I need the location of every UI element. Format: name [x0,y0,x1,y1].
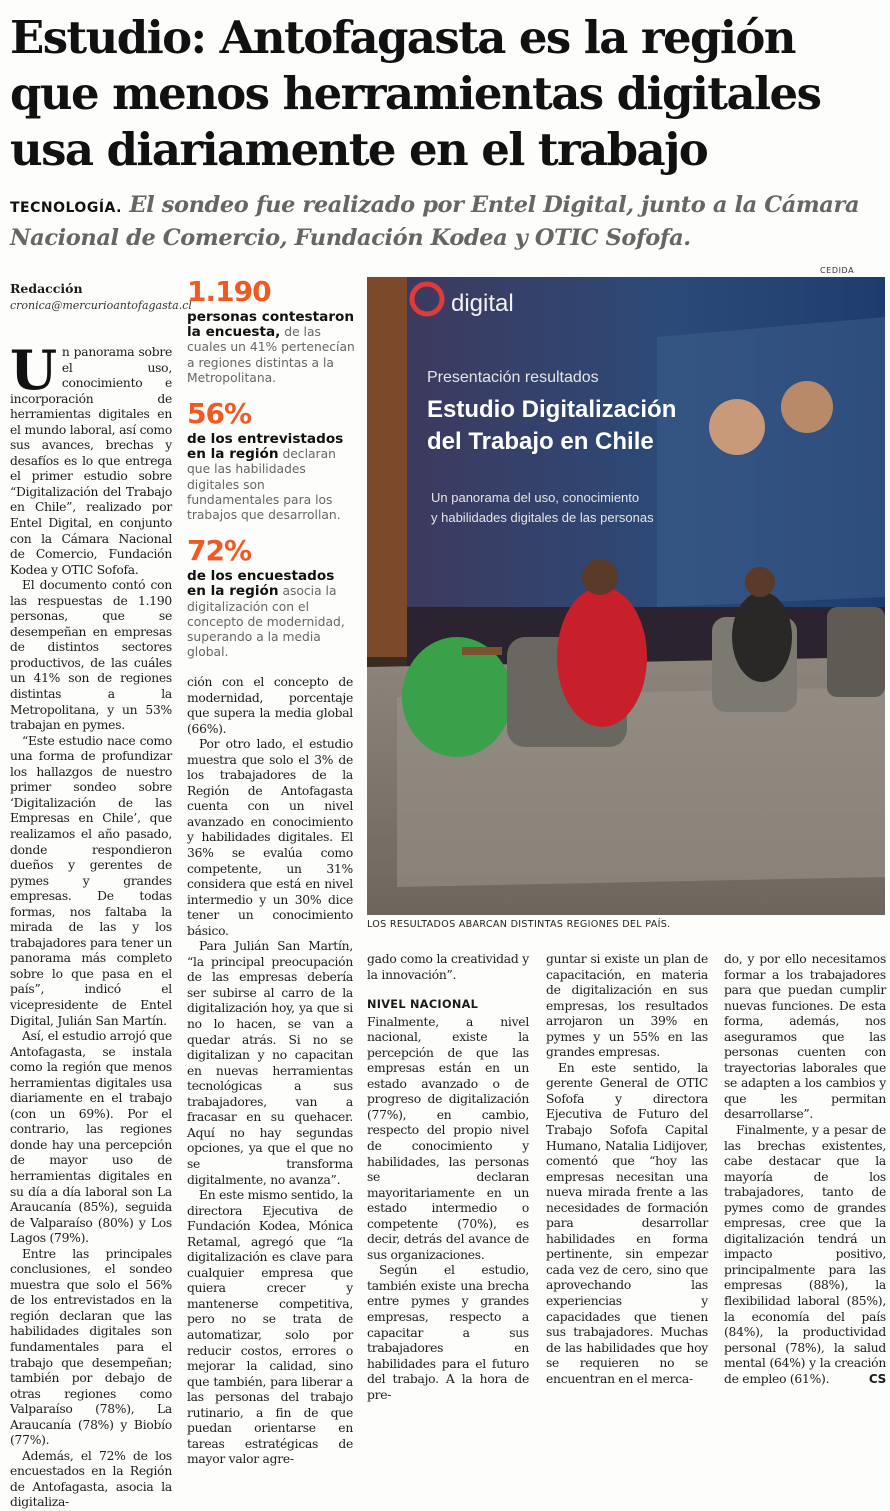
author-email: cronica@mercurioantofagasta.cl [10,299,192,312]
body-column-3 [367,952,529,1403]
stat-description: de los entrevistados en la región declaran que las habilidades digitales son fundamentales para los trabajos que desarrollan. [187,431,344,523]
body-paragraph: gado como la creatividad y la innovación”. [367,952,529,982]
section-kicker: TECNOLOGÍA. [10,200,122,216]
stat-number: 56% [187,397,252,431]
photo-credit: CEDIDA [820,266,855,275]
body-paragraph: En este sentido, la gerente General de OTIC Sofofa y directora Ejecutiva de Futuro del Trabajo Sofofa Capital Humano, Natalia Lidijover, comentó que “hoy las empresas necesitan una nueva mirada frente a las necesidades de formación para desarrollar habilidades en forma pertinente, sin empezar cada vez de cero, sino que aprovechando las experiencias y capacidades que tienen sus trabajadores. Muchas de las habilidades que hoy se requieren no se encuentran en el merca- [546,1060,708,1386]
body-paragraph: “Este estudio nace como una forma de profundizar los hallazgos de nuestro primer sondeo sobre ‘Digitalización de las Empresas en Chile’, que realizamos el año pasado, donde respondieron dueños y gerentes de pymes y grandes empresas. De todas formas, nos faltaba la mirada de las y los trabajadores para tener un panorama más completo sobre lo que pasa en el país”, indicó el vicepresidente de Entel Digital, Julián San Martín. [10,733,173,1028]
body-column-2 [187,675,353,1468]
stat-description: personas contestaron la encuesta, de las cuales un 41% pertenecían a regiones distintas a la Metropolitana. [187,309,355,385]
photo-caption: LOS RESULTADOS ABARCAN DISTINTAS REGIONES DEL PAÍS. [367,919,671,930]
body-column-5 [724,952,886,1387]
body-paragraph: Además, el 72% de los encuestados en la Región de Antofagasta, asocia la digitaliza- [10,1448,172,1510]
body-paragraph: Para Julián San Martín, “la principal preocupación de las empresas debería ser subirse al carro de la digitalización hoy, ya que si no lo hacen, se van a quedar atrás. Si no se digitalizan y no capacitan en nuevas herramientas tecnológicas a sus trabajadores, van a fracasar en su quehacer. Aquí no hay segundas opciones, ya que el que no se transforma digitalmente, no avanza”. [187,939,353,1187]
body-paragraph: ción con el concepto de modernidad, porcentaje que supera la media global (66%). [187,675,353,736]
screen-sub-2: y habilidades digitales de las personas [431,510,654,525]
stat-number: 72% [187,534,252,568]
screen-title-1: Estudio Digitalización [427,396,677,423]
armchair-3 [827,607,885,697]
stat-block [187,398,355,523]
body-paragraph: do, y por ello necesitamos formar a los trabajadores para que puedan cumplir nuevas funciones. De esta forma, además, nos aseguramos que las personas cuenten con trayectorias laborales que se adapten a los cambios y que les permitan desarrollarse”. [724,952,886,1122]
event-photo [367,277,885,915]
stat-number: 1.190 [187,275,271,308]
body-paragraph: Un panorama sobre el uso, conocimiento e incorporación de herramientas digitales en el mundo laboral, así como sus avances, brechas y desafíos es lo que entrega el primer estudio sobre “Digitalización del Trabajo en Chile”, realizado por Entel Digital, en conjunto con la Cámara Nacional de Comercio, Fundación Kodea y OTIC Sofofa. [10,338,172,577]
stats-sidebar [187,276,355,672]
body-paragraph: Por otro lado, el estudio muestra que solo el 3% de los trabajadores de la Región de Antofagasta cuenta con un nivel avanzado en conocimiento y habilidades digitales. El 36% se evalúa como competente, un 31% considera que está en nivel intermedio y un 30% dice tener un conocimiento básico. [187,737,353,938]
body-column-4 [546,952,708,1387]
screen-logo-text: digital [451,290,514,317]
lead-text: El sondeo fue realizado por Entel Digital, junto a la Cámara Nacional de Comercio, Fundación Kodea y OTIC Sofofa. [10,192,860,251]
body-paragraph: En este mismo sentido, la directora Ejecutiva de Fundación Kodea, Mónica Retamal, agregó que “la digitalización es clave para cualquier empresa que quiera crecer y mantenerse competitiva, pero no se trata de automatizar, solo por reducir costos, errores o mejorar la calidad, sino que también, para liberar a las personas del trabajo rutinario, a fin de que puedan orientarse en tareas estratégicas de mayor valor agre- [187,1188,353,1467]
end-mark: CS [868,1371,886,1386]
speaker-head [582,559,618,595]
body-paragraph: El documento contó con las respuestas de 1.190 personas, que se desempeñan en empresas de distintos sectores productivos, de las cuáles un 41% son de regiones distintas a la Metropolitana, y un 53% trabajan en pymes. [10,578,172,733]
screen-title-2: del Trabajo en Chile [427,428,654,455]
stage-illustration [367,277,885,915]
screen-face-2 [781,381,833,433]
speaker-red-dress [557,587,647,727]
body-paragraph: guntar si existe un plan de capacitación, en materia de digitalización en sus empresas, los resultados arrojaron un 39% en pymes y un 55% en las grandes empresas. [546,952,708,1060]
body-paragraph: Finalmente, a nivel nacional, existe la percepción de que las empresas están en un estado avanzado o de progreso de digitalización (77%), en cambio, respecto del propio nivel de conocimiento y habilidades, las personas se declaran mayoritariamente en un estado intermedio o competente (70%), es decir, detrás del avance de sus organizaciones. [367,1014,529,1262]
body-paragraph: Así, el estudio arrojó que Antofagasta, se instala como la región que menos herramientas digitales usa diariamente en el trabajo (con un 69%). Por el contrario, las regiones donde hay una percepción de mayor uso de herramientas digitales en su día a día laboral son La Araucanía (85%), seguida de Valparaíso (80%) y Los Lagos (79%). [10,1029,172,1246]
drop-cap: U [10,338,57,402]
stat-block [187,276,355,386]
guest-head [745,567,775,597]
body-column-1 [10,338,173,1511]
wood-wall [367,277,407,657]
headline: Estudio: Antofagasta es la región que menos herramientas digitales usa diariamente en el trabajo [10,11,821,176]
body-paragraph: Finalmente, y a pesar de las brechas existentes, cabe destacar que la mayoría de los trabajadores, tanto de pymes como de grandes empresas, cree que la digitalización tendrá un impacto positivo, principalmente para las empresas (88%), la flexibilidad laboral (85%), la economía del país (84%), la productividad personal (78%), la salud mental (64%) y la creación de empleo (61%). CS [724,1123,886,1386]
stat-description: de los encuestados en la región asocia la digitalización con el concepto de modernidad, superando a la media global. [187,568,345,660]
byline [10,281,192,312]
screen-sub-1: Un panorama del uso, conocimiento [431,490,640,505]
screen-people [657,317,885,607]
side-table [462,647,502,655]
screen-small-text: Presentación resultados [427,369,599,386]
lead-summary [10,190,885,253]
guest-dark [732,592,792,682]
section-subhead: NIVEL NACIONAL [367,998,479,1012]
body-paragraph: Entre las principales conclusiones, el sondeo muestra que solo el 56% de los entrevistados en la región declaran que las habilidades digitales son fundamentales para el trabajo que desempeñan; también por debajo de otras regiones como Valparaíso (78%), La Araucanía (78%) y Biobío (77%). [10,1246,172,1448]
body-paragraph: Según el estudio, también existe una brecha entre pymes y grandes empresas, respecto a capacitar a sus trabajadores en habilidades para el futuro del trabajo. A la hora de pre- [367,1263,529,1402]
screen-face-1 [709,399,765,455]
stat-block [187,535,355,660]
author-name: Redacción [10,281,83,296]
